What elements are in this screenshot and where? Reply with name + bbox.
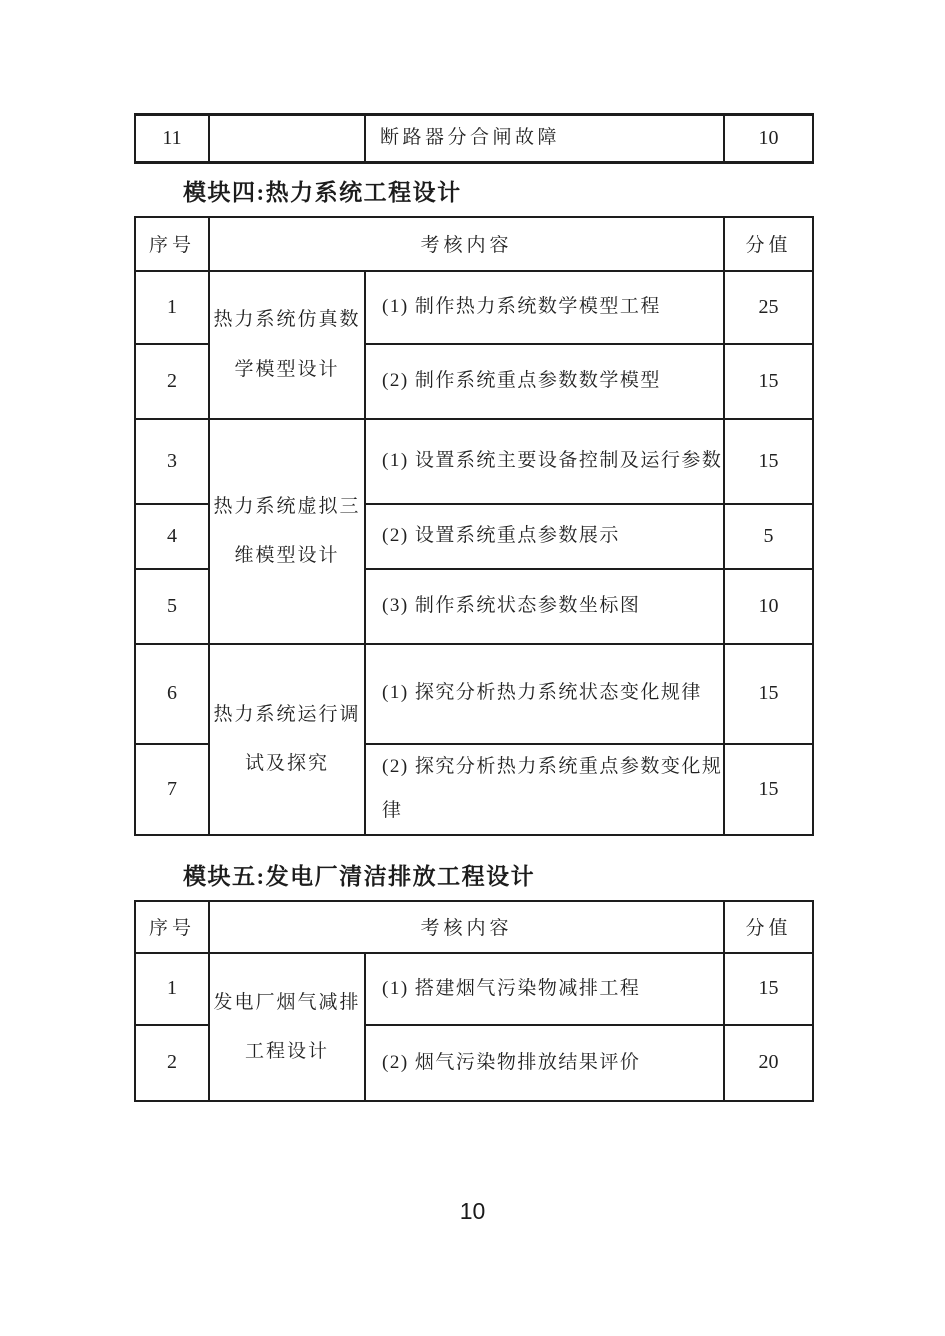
cell-category: 发电厂烟气减排工程设计 bbox=[209, 953, 365, 1101]
cell-index: 2 bbox=[135, 344, 209, 419]
cell-score: 15 bbox=[724, 344, 813, 419]
module5-table bbox=[134, 900, 814, 1102]
cell-content: (2) 制作系统重点参数数学模型 bbox=[365, 344, 724, 419]
cell-category: 热力系统虚拟三维模型设计 bbox=[209, 419, 365, 644]
cell-content: (1) 搭建烟气污染物减排工程 bbox=[365, 953, 724, 1025]
module3-table-fragment bbox=[134, 113, 814, 164]
table-row bbox=[135, 953, 813, 1025]
cell-index: 11 bbox=[135, 115, 209, 163]
cell-category: 热力系统运行调试及探究 bbox=[209, 644, 365, 835]
cell-content: (1) 制作热力系统数学模型工程 bbox=[365, 271, 724, 344]
header-content: 考核内容 bbox=[209, 901, 724, 953]
header-index: 序号 bbox=[135, 217, 209, 271]
table-row bbox=[135, 115, 813, 163]
cell-content: (3) 制作系统状态参数坐标图 bbox=[365, 569, 724, 644]
table-header-row bbox=[135, 901, 813, 953]
cell-content: (1) 设置系统主要设备控制及运行参数 bbox=[365, 419, 724, 504]
cell-index: 1 bbox=[135, 953, 209, 1025]
cell-category: 热力系统仿真数学模型设计 bbox=[209, 271, 365, 419]
cell-score: 10 bbox=[724, 115, 813, 163]
table-row bbox=[135, 271, 813, 344]
header-score: 分值 bbox=[724, 901, 813, 953]
cell-score: 10 bbox=[724, 569, 813, 644]
cell-content: (2) 设置系统重点参数展示 bbox=[365, 504, 724, 569]
cell-content: 断路器分合闸故障 bbox=[365, 115, 724, 163]
cell-index: 2 bbox=[135, 1025, 209, 1101]
cell-score: 15 bbox=[724, 953, 813, 1025]
cell-index: 5 bbox=[135, 569, 209, 644]
cell-index: 7 bbox=[135, 744, 209, 835]
table-header-row bbox=[135, 217, 813, 271]
cell-score: 15 bbox=[724, 644, 813, 744]
cell-score: 15 bbox=[724, 744, 813, 835]
module4-heading: 模块四:热力系统工程设计 bbox=[183, 179, 462, 205]
cell-content: (1) 探究分析热力系统状态变化规律 bbox=[365, 644, 724, 744]
cell-score: 20 bbox=[724, 1025, 813, 1101]
cell-score: 5 bbox=[724, 504, 813, 569]
cell-category-empty bbox=[209, 115, 365, 163]
cell-index: 6 bbox=[135, 644, 209, 744]
cell-score: 15 bbox=[724, 419, 813, 504]
header-content: 考核内容 bbox=[209, 217, 724, 271]
page-number: 10 bbox=[459, 1197, 486, 1224]
cell-score: 25 bbox=[724, 271, 813, 344]
cell-index: 4 bbox=[135, 504, 209, 569]
table-row bbox=[135, 419, 813, 504]
module5-heading: 模块五:发电厂清洁排放工程设计 bbox=[183, 863, 536, 889]
cell-index: 1 bbox=[135, 271, 209, 344]
cell-index: 3 bbox=[135, 419, 209, 504]
table-row bbox=[135, 644, 813, 744]
header-index: 序号 bbox=[135, 901, 209, 953]
cell-content: (2) 探究分析热力系统重点参数变化规律 bbox=[365, 744, 724, 835]
module4-table bbox=[134, 216, 814, 836]
cell-content: (2) 烟气污染物排放结果评价 bbox=[365, 1025, 724, 1101]
header-score: 分值 bbox=[724, 217, 813, 271]
